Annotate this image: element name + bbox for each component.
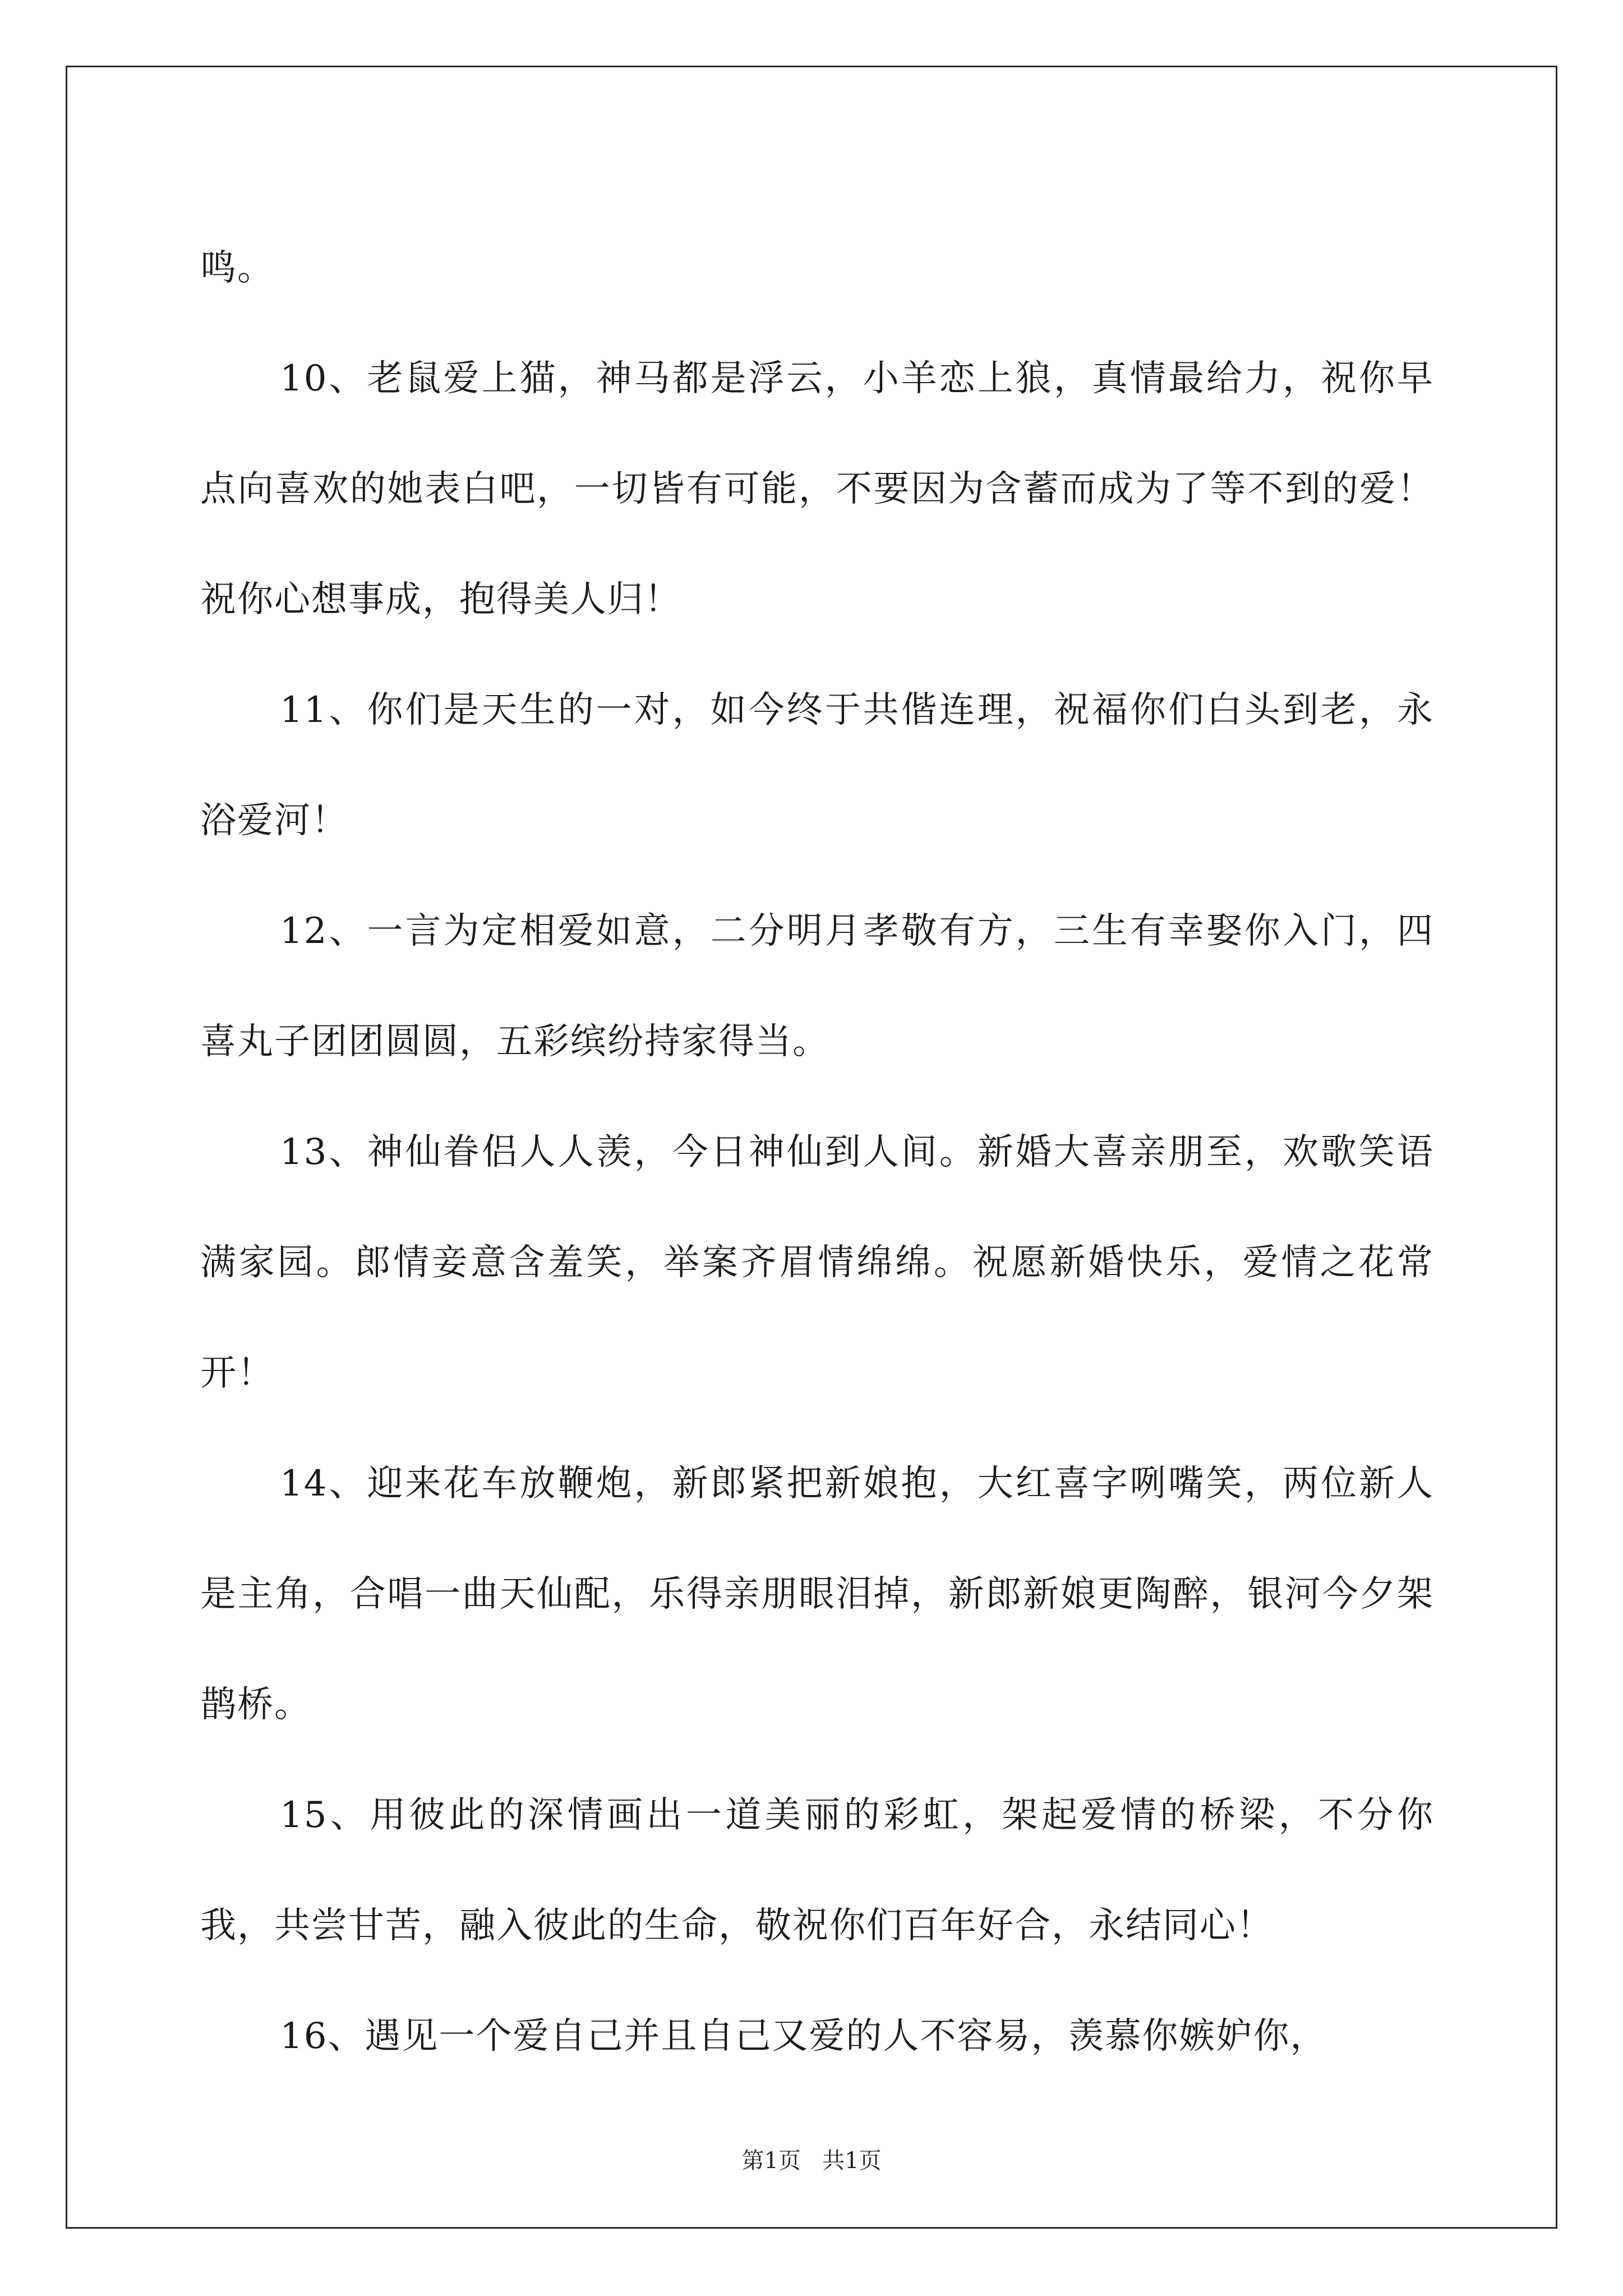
paragraph-15: 15、用彼此的深情画出一道美丽的彩虹，架起爱情的桥梁，不分你我，共尝甘苦，融入彼此的生命，敬祝你们百年好合，永结同心！ — [200, 1795, 1434, 1947]
page-total: 共1页 — [822, 2148, 882, 2174]
paragraph-continuation: 鸣。 — [200, 247, 274, 289]
paragraph-10: 10、老鼠爱上猫，神马都是浮云，小羊恋上狼，真情最给力，祝你早点向喜欢的她表白吧，一切皆有可能，不要因为含蓄而成为了等不到的爱！祝你心想事成，抱得美人归！ — [200, 358, 1434, 620]
page-footer — [0, 2143, 1623, 2175]
document-body — [200, 213, 1434, 2092]
paragraph-11: 11、你们是天生的一对，如今终于共偕连理，祝福你们白头到老，永浴爱河！ — [200, 689, 1434, 841]
paragraph-14: 14、迎来花车放鞭炮，新郎紧把新娘抱，大红喜字咧嘴笑，两位新人是主角，合唱一曲天仙配，乐得亲朋眼泪掉，新郎新娘更陶醉，银河今夕架鹊桥。 — [200, 1463, 1434, 1726]
paragraph-12: 12、一言为定相爱如意，二分明月孝敬有方，三生有幸娶你入门，四喜丸子团团圆圆，五彩缤纷持家得当。 — [200, 910, 1434, 1062]
paragraph-16: 16、遇见一个爱自己并且自己又爱的人不容易，羡慕你嫉妒你， — [280, 2016, 1327, 2057]
paragraph-13: 13、神仙眷侣人人羡，今日神仙到人间。新婚大喜亲朋至，欢歌笑语满家园。郎情妾意含羞笑，举案齐眉情绵绵。祝愿新婚快乐，爱情之花常开！ — [200, 1131, 1434, 1394]
page-number: 第1页 — [741, 2148, 801, 2174]
